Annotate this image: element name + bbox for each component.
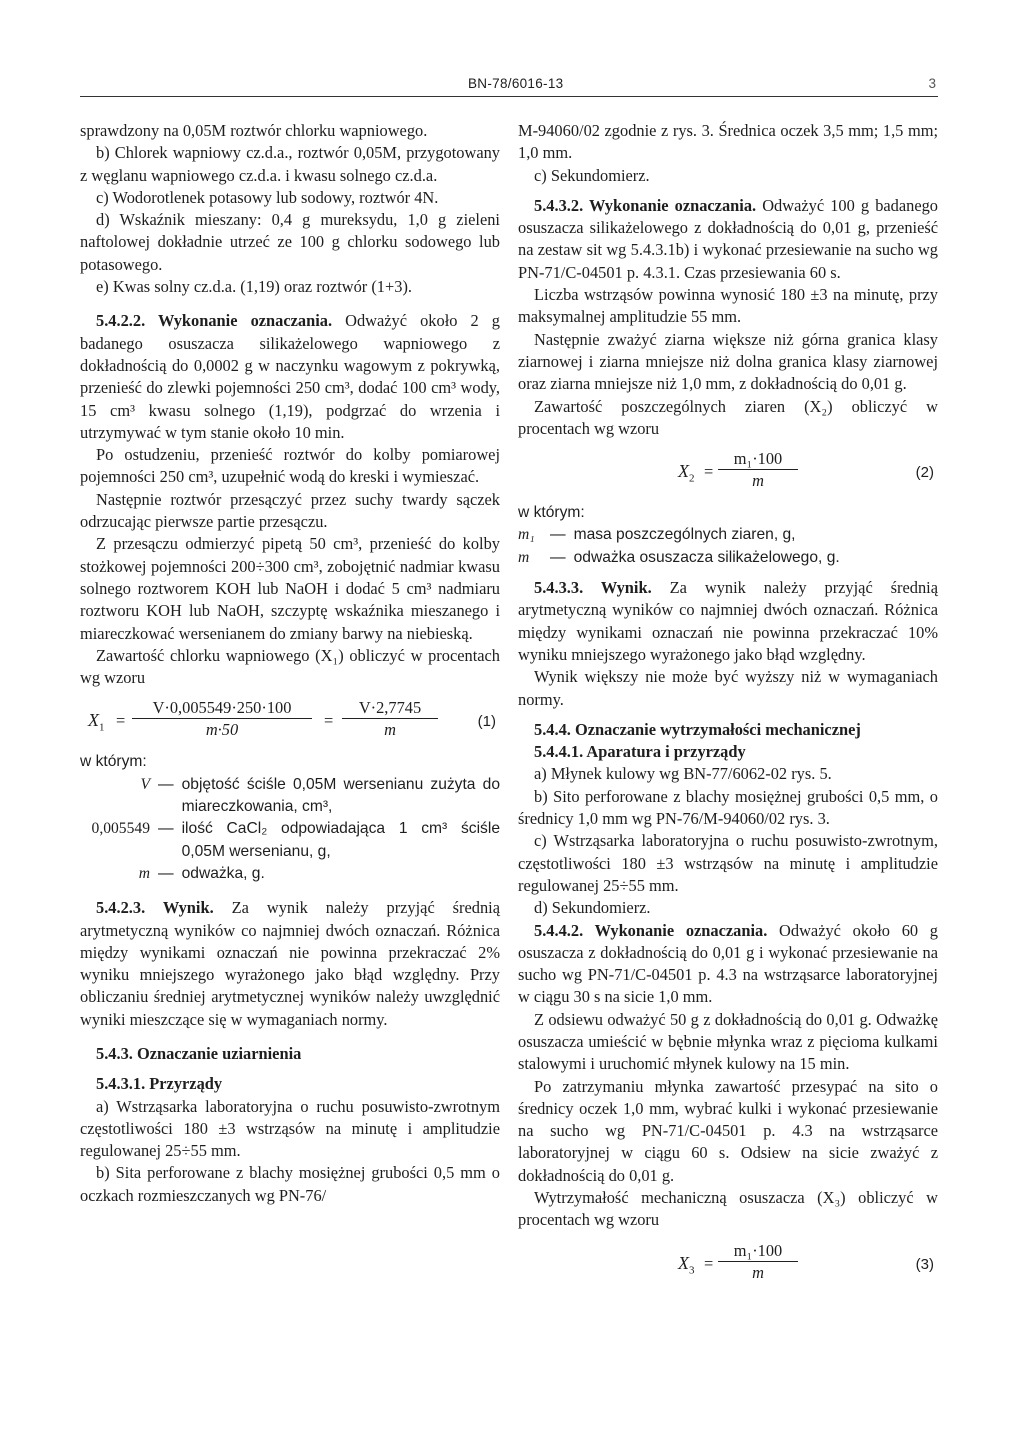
section-heading: 5.4.2.3. Wynik. — [96, 898, 214, 918]
paragraph: c) Wstrząsarka laboratoryjna o ruchu posuwisto-zwrotnym, częstotliwości 180 ±3 wstrząsów na minutę i amplitudzie regulowanej 25÷55 mm. — [518, 831, 938, 895]
paragraph: d) Sekundomierz. — [534, 898, 651, 918]
section-text: Odważyć około 2 g badanego osuszacza silikażelowego wapniowego z dokładnością do 0,0002 g w naczynku wagowym z pokrywką, przenieść do zlewki pojemności 250 cm³, dodać 100 cm³ wody, 15 cm³ kwasu solnego (1,19), podgrzać do wrzenia i utrzymywać w tym stanie około 10 min. — [80, 311, 500, 442]
formula-equals: = — [116, 711, 126, 731]
legend-row: m — odważka osuszacza silikażelowego, g. — [518, 548, 840, 566]
page-number: 3 — [928, 76, 936, 91]
section-heading: 5.4.3.3. Wynik. — [534, 578, 652, 598]
formula-2 — [518, 448, 938, 498]
section-heading: 5.4.3.1. Przyrządy — [96, 1074, 223, 1094]
left-column — [80, 120, 500, 1207]
formula-fraction: $\frac{V\cdot 0,005549\cdot 250\cdot 100}{m\cdot 50}$ — [132, 697, 312, 740]
formula-1 — [80, 697, 500, 747]
paragraph: Z odsiewu odważyć 50 g z dokładnością do 0,01 g. Odważkę osuszacza umieścić w bębnie młynka wraz z pięcioma kulkami stalowymi i uruchomić młynek kulowy na 15 min. — [518, 1009, 938, 1074]
paragraph: a) Młynek kulowy wg BN-77/6062-02 rys. 5. — [534, 764, 832, 784]
formula-lhs: $X_1$ — [88, 710, 105, 735]
paragraph: b) Sita perforowane z blachy mosiężnej grubości 0,5 mm o oczkach rozmieszczanych wg PN-76/ — [80, 1163, 500, 1205]
formula-legend — [518, 524, 938, 569]
section-text: Odważyć około 60 g osuszacza z dokładnością do 0,01 g i wykonać przesiewanie na sucho wg PN-71/C-04501 p. 4.3 na wstrząsarce laboratoryjnej w ciągu 30 s na sicie 1,0 mm. — [518, 920, 938, 1007]
paragraph: b) Sito perforowane z blachy mosiężnej grubości 0,5 mm, o średnicy 1,0 mm wg PN-76/M-94060/02 rys. 3. — [518, 786, 938, 829]
paragraph: c) Sekundomierz. — [534, 165, 650, 185]
formula-number: (3) — [915, 1255, 934, 1273]
paragraph: Z przesączu odmierzyć pipetą 50 cm³, przenieść do kolby stożkowej pojemności 200÷300 cm³, zobojętnić nadmiar kwasu solnego roztworem KOH lub NaOH i dodać 5 cm³ nadmiaru roztworu KOH lub NaOH, szczyptę wskaźnika mieszanego i miareczkować wersenianem do zmiany barwy na niebieską. — [80, 534, 500, 643]
section-heading: 5.4.3. Oznaczanie uziarnienia — [96, 1043, 302, 1063]
paragraph: d) Wskaźnik mieszany: 0,4 g mureksydu, 1,0 g zieleni naftolowej dokładnie utrzeć ze 100 g chlorku sodowego lub potasowego. — [80, 210, 500, 274]
legend-row: V — objętość ściśle 0,05M wersenianu zużyta do miareczkowania, cm³, — [140, 775, 500, 816]
section-heading: 5.4.2.2. Wykonanie oznaczania. — [96, 311, 333, 331]
formula-lhs: $X_2$ — [678, 461, 695, 485]
formula-fraction: $\frac{\text{m₁·100}}{m}$ — [718, 1240, 798, 1283]
paragraph: Wynik większy nie może być wyższy niż w wymaganiach normy. — [518, 667, 938, 709]
paragraph: Następnie roztwór przesączyć przez suchy twardy sączek odrzucając pierwsze partie przesączu. — [80, 489, 500, 532]
paragraph: M-94060/02 zgodnie z rys. 3. Średnica oczek 3,5 mm; 1,5 mm; 1,0 mm. — [518, 121, 938, 163]
section-text: Za wynik należy przyjąć średnią arytmetyczną wyników co najmniej dwóch oznaczań. Różnica między wynikami oznaczań nie powinna przekraczać 2% wyniku mniejszego wyrażonego jako błąd względny. Przy obliczaniu średniej arytmetycznej wyników należy uwzględnić wyniki mieszczące się w wymaganiach normy. — [80, 898, 500, 1029]
section-heading: 5.4.3.2. Wykonanie oznaczania. — [534, 195, 757, 215]
formula-number: (2) — [915, 464, 934, 482]
section-paragraph — [80, 310, 500, 444]
section-heading: 5.4.4. Oznaczanie wytrzymałości mechanicznej — [534, 719, 861, 739]
section-paragraph — [518, 195, 938, 284]
paragraph: Po ostudzeniu, przenieść roztwór do kolby pomiarowej pojemności 250 cm³, uzupełnić wodą do kreski i wymieszać. — [80, 445, 500, 487]
formula-number: (1) — [477, 713, 496, 731]
formula-fraction: $\frac{V\cdot 2,7745}{m}$ — [342, 697, 438, 740]
paragraph: c) Wodorotlenek potasowy lub sodowy, roztwór 4N. — [96, 187, 439, 207]
formula-equals: = — [704, 462, 714, 482]
formula-legend — [80, 774, 500, 885]
paragraph: Po zatrzymaniu młynka zawartość przesypać na sito o średnicy oczek 1,0 mm, wybrać kulki i wykonać przesiewanie na sucho wg PN-71/C-04501 p. 4.3 na wstrząsarce laboratoryjnej w ciągu 60 s. Odsiew na sicie zważyć z dokładnością do 0,01 g. — [518, 1076, 938, 1185]
section-paragraph — [518, 577, 938, 666]
formula-equals: = — [324, 711, 334, 731]
legend-row: m₁ — masa poszczególnych ziaren, g, — [518, 526, 796, 544]
where-label: w którym: — [80, 753, 147, 771]
section-paragraph — [518, 920, 938, 1009]
legend-row: m — odważka, g. — [138, 864, 265, 882]
formula-3 — [518, 1240, 938, 1290]
section-text: Odważyć 100 g badanego osuszacza silikażelowego z dokładnością do 0,01 g, przenieść na zestaw sit wg 5.4.3.1b) i wykonać przesiewanie na sucho wg PN-71/C-04501 p. 4.3.1. Czas przesiewania 60 s. — [518, 195, 938, 282]
right-column — [518, 120, 938, 1294]
paragraph: e) Kwas solny cz.d.a. (1,19) oraz roztwór (1+3). — [96, 277, 412, 297]
document-code: BN-78/6016-13 — [468, 76, 564, 91]
legend-row: 0,005549 — ilość CaCl₂ odpowiadająca 1 cm³ ściśle 0,05M wersenianu, g, — [91, 820, 500, 860]
paragraph: Następnie zważyć ziarna większe niż górna granica klasy ziarnowej i ziarna mniejsze niż dolna granica klasy ziarnowej oraz ziarna mniejsze niż 1,0 mm, z dokładnością do 0,01 g. — [518, 329, 938, 394]
section-heading: 5.4.4.2. Wykonanie oznaczania. — [534, 920, 768, 940]
paragraph: a) Wstrząsarka laboratoryjna o ruchu posuwisto-zwrotnym częstotliwości 180 ±3 wstrząsów na minutę i amplitudzie regulowanej 25÷55 mm. — [80, 1096, 500, 1161]
where-label: w którym: — [518, 504, 585, 522]
formula-equals: = — [704, 1253, 714, 1273]
paragraph: Liczba wstrząsów powinna wynosić 180 ±3 na minutę, przy maksymalnej amplitudzie 55 mm. — [518, 285, 938, 327]
paragraph: Zawartość poszczególnych ziaren (X₂) obliczyć w procentach wg wzoru — [518, 396, 938, 438]
section-heading: 5.4.4.1. Aparatura i przyrządy — [534, 742, 746, 762]
section-text: Za wynik należy przyjąć średnią arytmetyczną wyników co najmniej dwóch oznaczań. Różnica między wynikami oznaczań nie powinna przekraczać 10% wyniku mniejszego wyrażonego jako błąd względny. — [518, 578, 938, 664]
formula-lhs: $X_3$ — [678, 1252, 695, 1277]
section-paragraph — [80, 897, 500, 1031]
paragraph: b) Chlorek wapniowy cz.d.a., roztwór 0,05M, przygotowany z węglanu wapniowego cz.d.a. i kwasu solnego cz.d.a. — [80, 143, 500, 185]
paragraph: sprawdzony na 0,05M roztwór chlorku wapniowego. — [80, 121, 428, 140]
formula-fraction: $\frac{\text{m₁·100}}{m}$ — [718, 448, 798, 491]
paragraph: Zawartość chlorku wapniowego (X₁) obliczyć w procentach wg wzoru — [80, 645, 500, 688]
paragraph: Wytrzymałość mechaniczną osuszacza (X₃) obliczyć w procentach wg wzoru — [518, 1188, 938, 1230]
page-header — [80, 68, 938, 97]
